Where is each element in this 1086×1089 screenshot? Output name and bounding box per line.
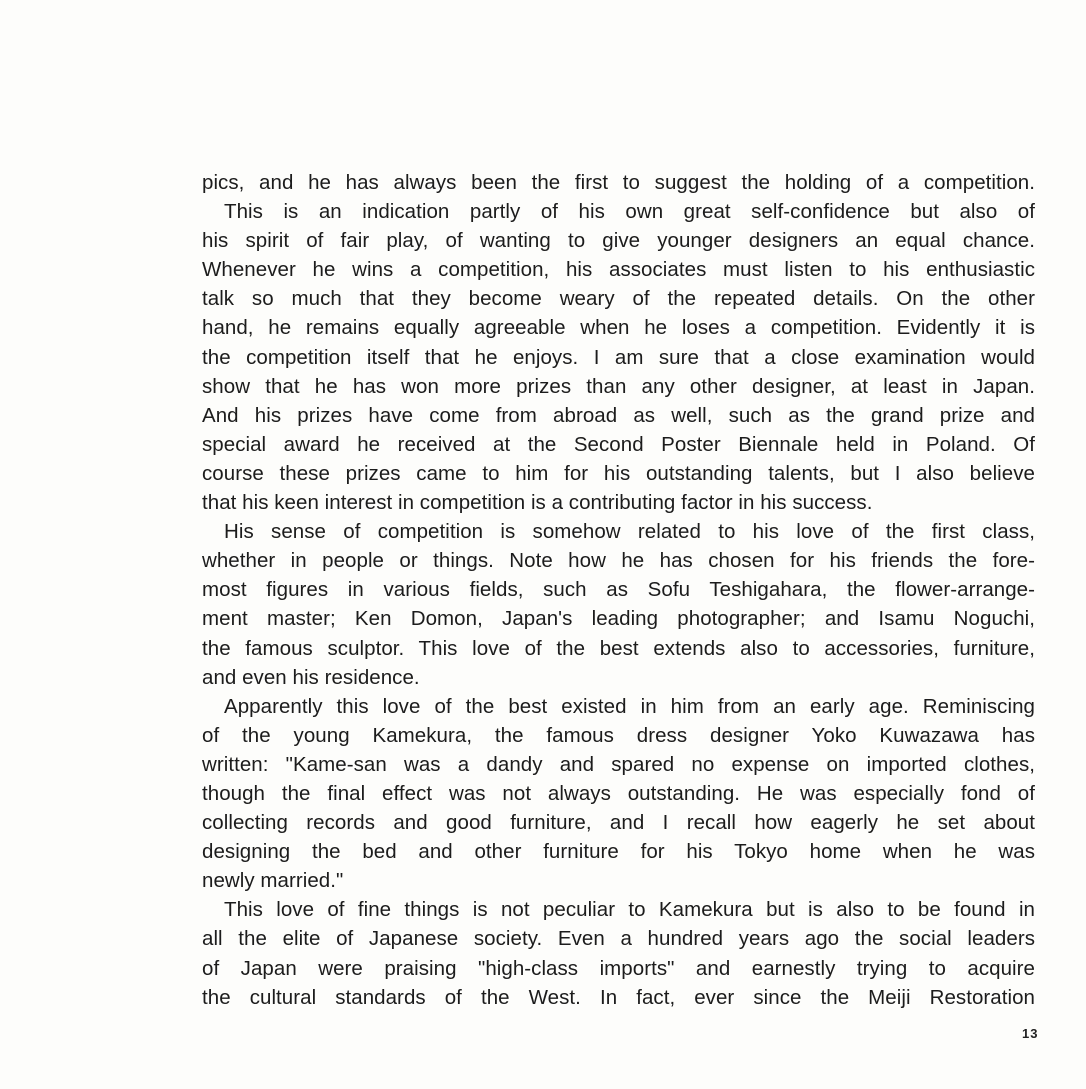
text-line: all the elite of Japanese society. Even a hundred years ago the social leaders (202, 927, 1035, 951)
text-line: ment master; Ken Domon, Japan's leading photographer; and Isamu Noguchi, (202, 607, 1035, 631)
text-line: that his keen interest in competition is a contributing factor in his success. (202, 491, 873, 515)
text-line: His sense of competition is somehow related to his love of the first class, (224, 520, 1035, 544)
text-line: of Japan were praising "high-class imports" and earnestly trying to acquire (202, 956, 1035, 980)
text-line: designing the bed and other furniture for his Tokyo home when he was (202, 840, 1035, 864)
text-line: most figures in various fields, such as Sofu Teshigahara, the flower-arrange- (202, 578, 1035, 602)
text-line: This is an indication partly of his own great self-confidence but also of (224, 200, 1035, 224)
text-line: collecting records and good furniture, and I recall how eagerly he set about (202, 811, 1035, 835)
text-line: show that he has won more prizes than any other designer, at least in Japan. (202, 374, 1035, 398)
text-line: the famous sculptor. This love of the best extends also to accessories, furniture, (202, 636, 1035, 660)
text-line: talk so much that they become weary of the repeated details. On the other (202, 287, 1035, 311)
text-line: his spirit of fair play, of wanting to give younger designers an equal chance. (202, 229, 1035, 253)
text-line: pics, and he has always been the first to suggest the holding of a competition. (202, 171, 1035, 194)
text-line: special award he received at the Second Poster Biennale held in Poland. Of (202, 432, 1035, 456)
body-text (202, 168, 1035, 1012)
text-line: This love of fine things is not peculiar to Kamekura but is also to be found in (224, 898, 1035, 922)
text-line: And his prizes have come from abroad as well, such as the grand prize and (202, 403, 1035, 427)
text-line: course these prizes came to him for his outstanding talents, but I also believe (202, 461, 1035, 485)
text-line: Apparently this love of the best existed in him from an early age. Reminiscing (224, 694, 1035, 718)
text-line: Whenever he wins a competition, his associates must listen to his enthusiastic (202, 258, 1035, 282)
page-number: 13 (1022, 1026, 1039, 1041)
text-line: and even his residence. (202, 665, 420, 689)
text-line: written: "Kame-san was a dandy and spared no expense on imported clothes, (202, 752, 1035, 776)
text-line: the competition itself that he enjoys. I am sure that a close examination would (202, 345, 1035, 369)
text-line: newly married." (202, 869, 344, 893)
text-line: the cultural standards of the West. In fact, ever since the Meiji Restoration (202, 985, 1035, 1009)
text-line: though the final effect was not always outstanding. He was especially fond of (202, 781, 1035, 805)
text-line: of the young Kamekura, the famous dress designer Yoko Kuwazawa has (202, 723, 1035, 747)
text-line: whether in people or things. Note how he has chosen for his friends the fore- (202, 549, 1035, 573)
text-line: hand, he remains equally agreeable when he loses a competition. Evidently it is (202, 316, 1035, 340)
